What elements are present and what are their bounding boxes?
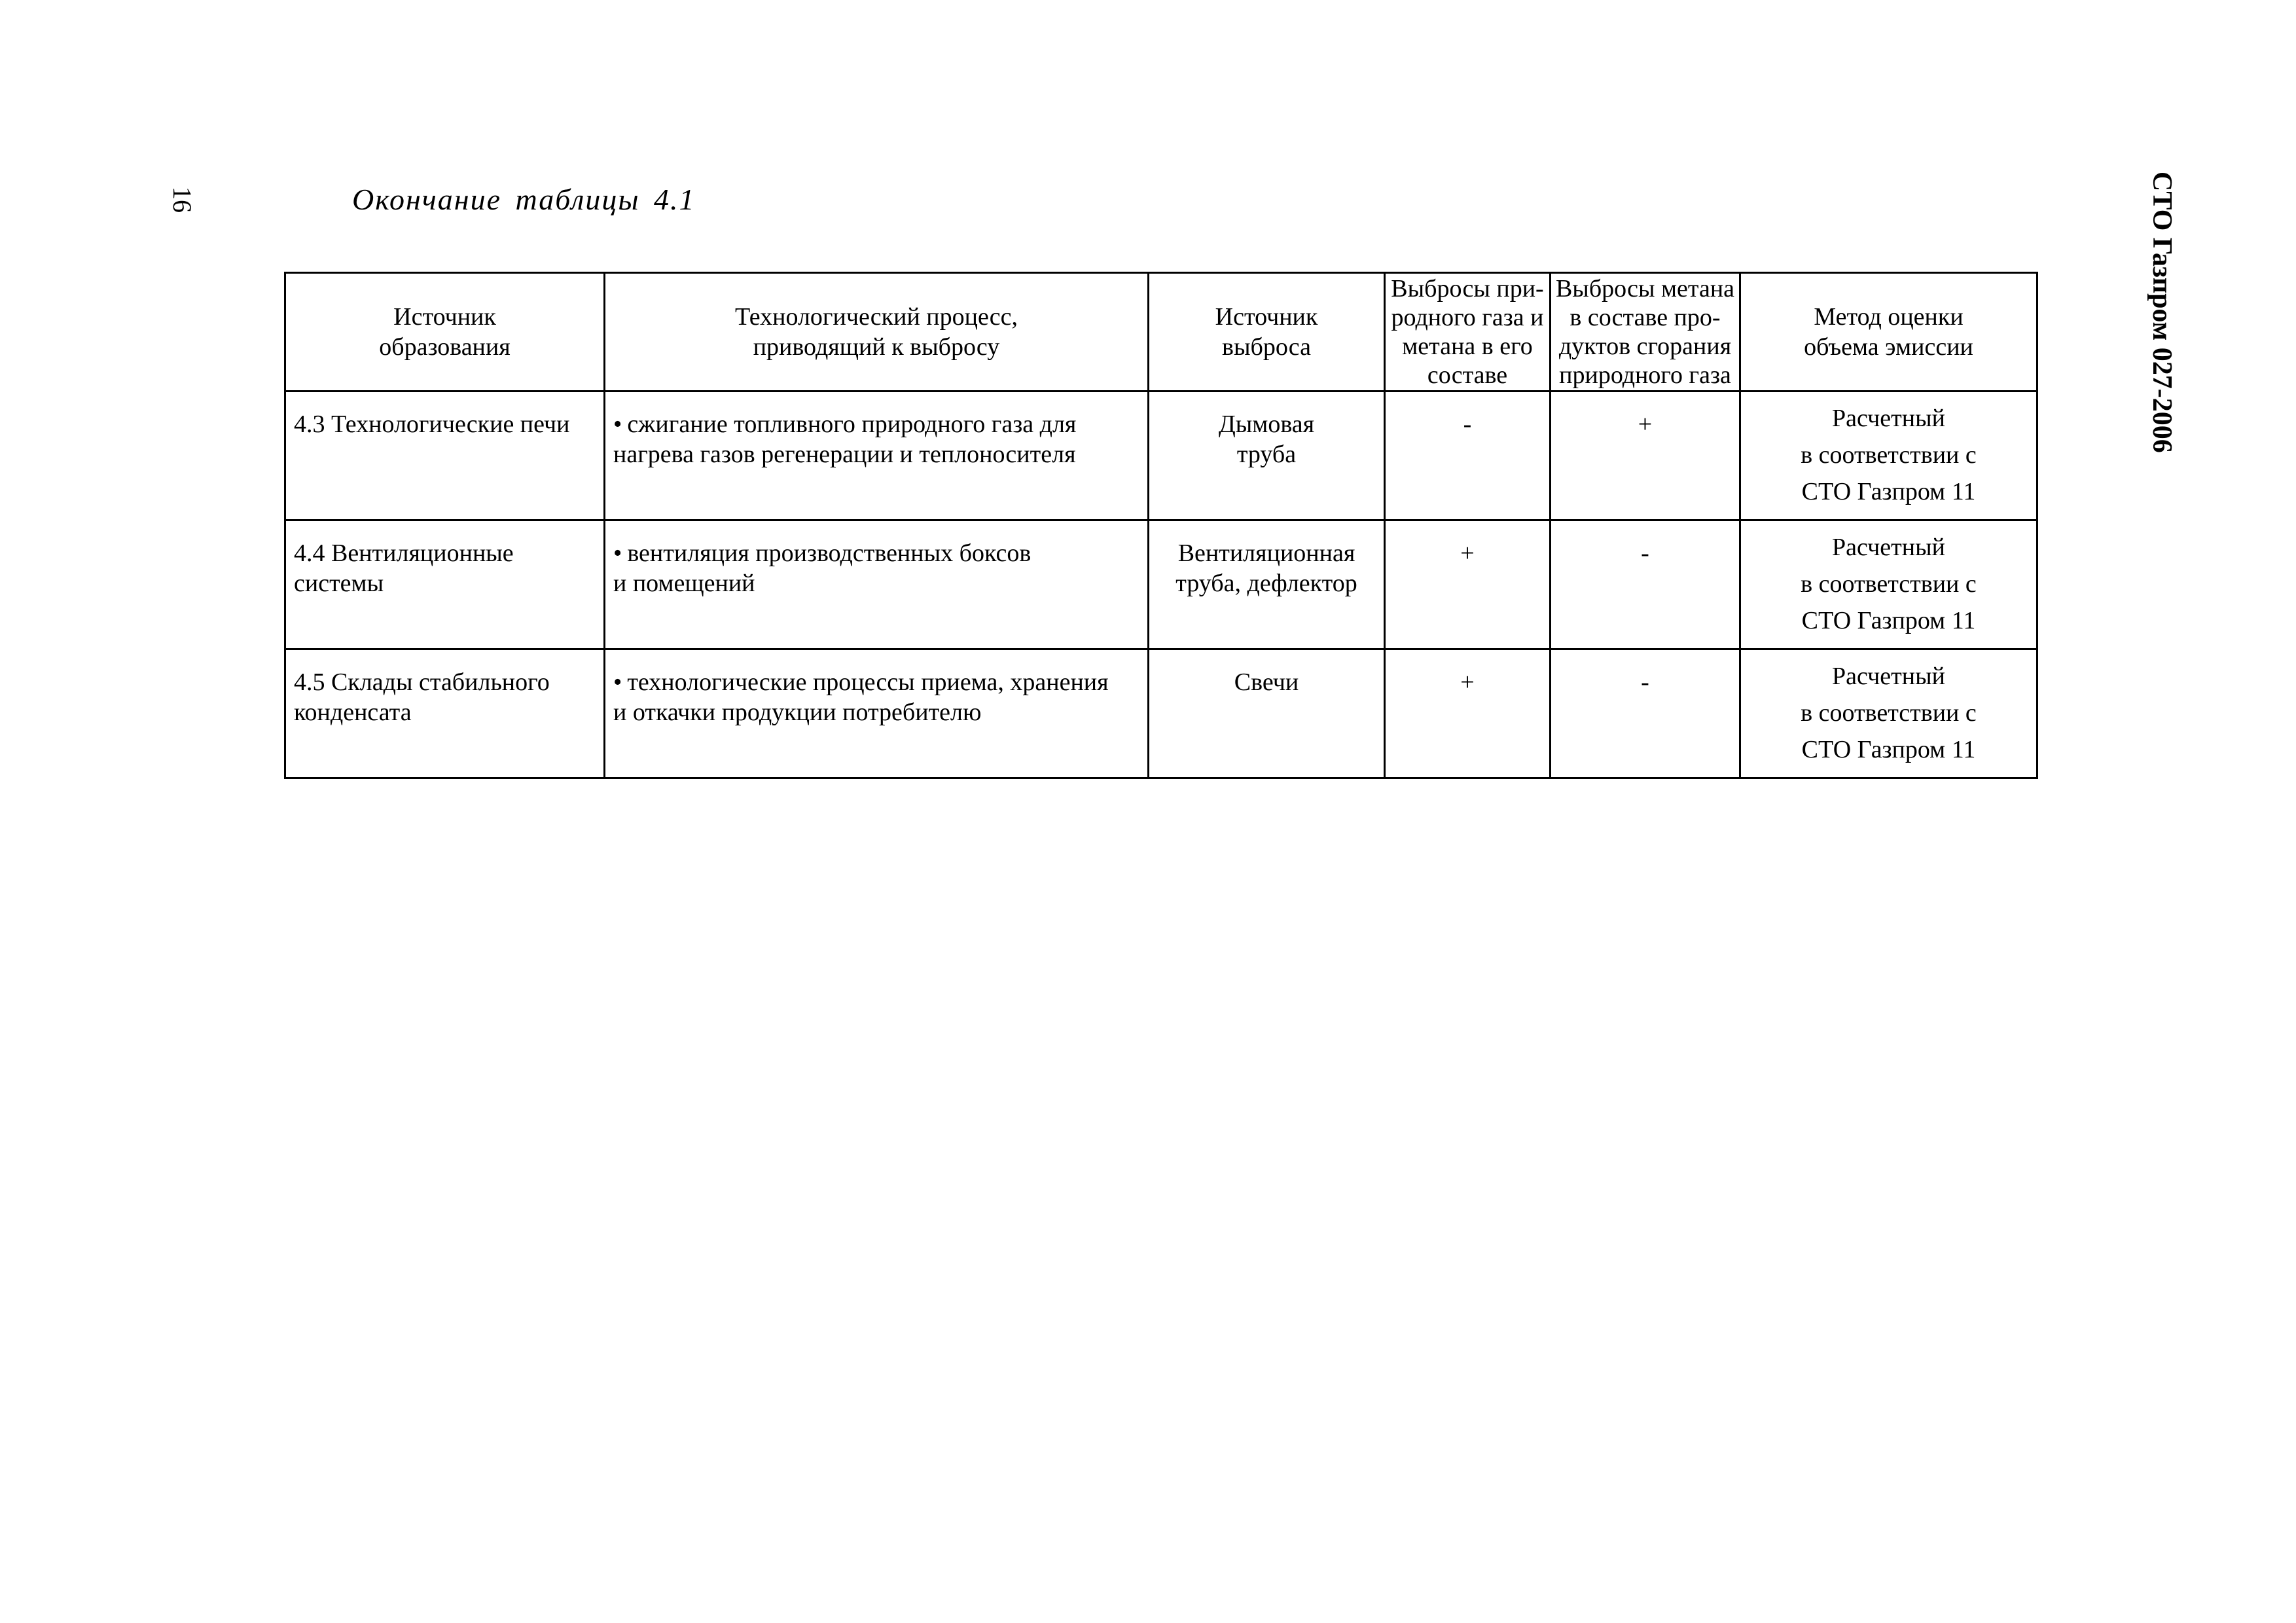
cell-emission-source: Дымовая труба	[1149, 392, 1385, 520]
cell-natural-gas: +	[1385, 520, 1551, 649]
cell-natural-gas: -	[1385, 392, 1551, 520]
cell-method: Расчетный в соответствии с СТО Газпром 11	[1740, 392, 2037, 520]
cell-method: Расчетный в соответствии с СТО Газпром 11	[1740, 520, 2037, 649]
cell-natural-gas: +	[1385, 649, 1551, 778]
cell-process-text: вентиляция производственных боксов и помещений	[613, 539, 1031, 597]
cell-emission-source: Вентиляционная труба, дефлектор	[1149, 520, 1385, 649]
cell-process	[605, 649, 1149, 778]
cell-method: Расчетный в соответствии с СТО Газпром 11	[1740, 649, 2037, 778]
cell-source: 4.3 Технологические печи	[285, 392, 605, 520]
table-row	[285, 520, 2037, 649]
cell-source: 4.5 Склады стабильного конденсата	[285, 649, 605, 778]
cell-source: 4.4 Вентиляционные системы	[285, 520, 605, 649]
document-code-text: СТО Газпром 027-2006	[2147, 172, 2177, 453]
bullet-icon: •	[613, 668, 622, 696]
header-emission-source: Источник выброса	[1149, 273, 1385, 392]
cell-methane-combustion: -	[1551, 520, 1740, 649]
header-process: Технологический процесс, приводящий к выбросу	[605, 273, 1149, 392]
table-row	[285, 649, 2037, 778]
bullet-icon: •	[613, 539, 622, 567]
table-header-row	[285, 273, 2037, 392]
cell-methane-combustion: -	[1551, 649, 1740, 778]
header-methane-combustion: Выбросы метана в составе про- дуктов сгорания природного газа	[1551, 273, 1740, 392]
emissions-table	[284, 272, 2038, 779]
cell-process	[605, 520, 1149, 649]
cell-emission-source: Свечи	[1149, 649, 1385, 778]
table-row	[285, 392, 2037, 520]
cell-process	[605, 392, 1149, 520]
document-code	[2147, 172, 2177, 473]
header-method: Метод оценки объема эмиссии	[1740, 273, 2037, 392]
cell-process-text: сжигание топливного природного газа для нагрева газов регенерации и теплоносителя	[613, 410, 1077, 468]
page-number: 16	[168, 187, 197, 213]
bullet-icon: •	[613, 410, 622, 438]
cell-process-text: технологические процессы приема, хранения и откачки продукции потребителю	[613, 668, 1109, 726]
table-caption: Окончание таблицы 4.1	[352, 183, 696, 216]
header-natural-gas: Выбросы при- родного газа и метана в его составе	[1385, 273, 1551, 392]
header-source: Источник образования	[285, 273, 605, 392]
cell-methane-combustion: +	[1551, 392, 1740, 520]
